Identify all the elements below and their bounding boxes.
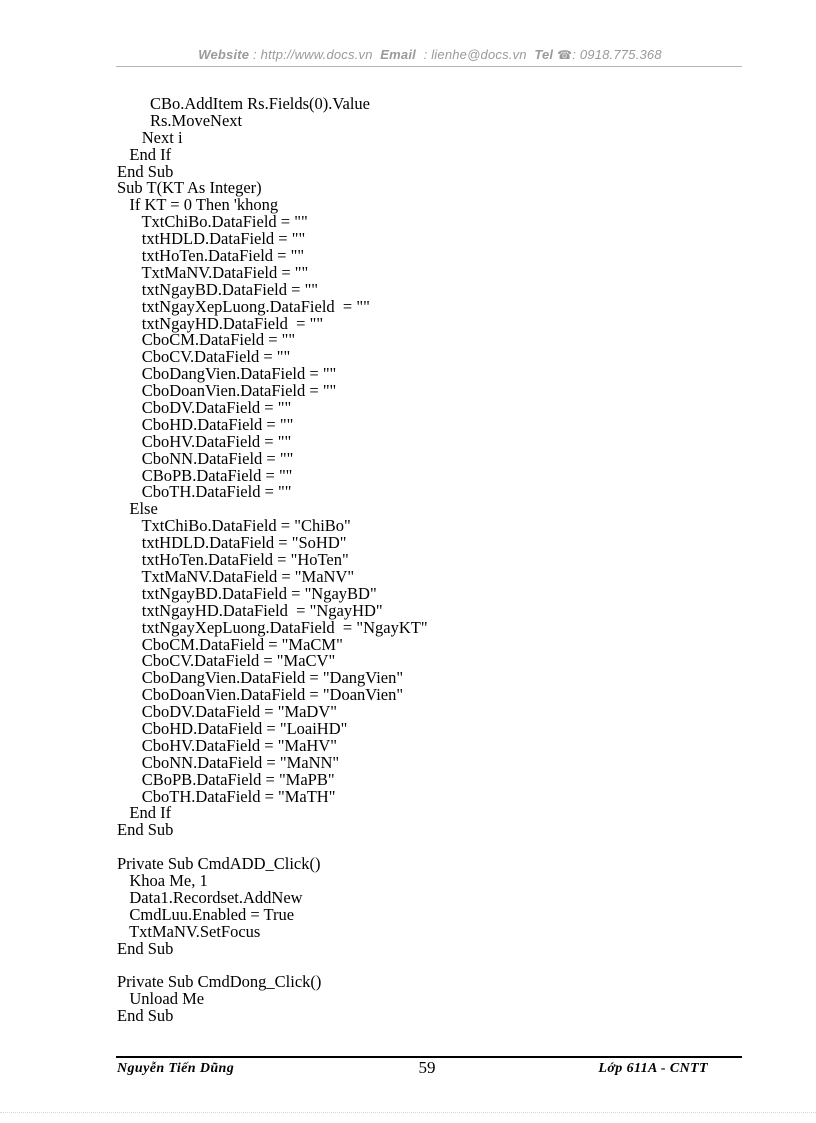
code-line: Private Sub CmdADD_Click() (117, 854, 321, 874)
code-line: CboNN.DataField = "MaNN" (117, 752, 340, 772)
code-line: Next i (117, 127, 183, 147)
code-line: txtNgayHD.DataField = "" (117, 313, 324, 333)
code-line: TxtMaNV.DataField = "MaNV" (117, 566, 355, 586)
code-line: CboDV.DataField = "" (117, 398, 292, 418)
code-listing (117, 96, 717, 1025)
code-line: CBo.AddItem Rs.Fields(0).Value (117, 94, 370, 113)
code-line: Unload Me (117, 989, 205, 1009)
code-line: Else (117, 499, 158, 519)
code-line: CboCM.DataField = "MaCM" (117, 634, 343, 654)
code-line: CboDangVien.DataField = "" (117, 364, 337, 384)
code-line: txtHoTen.DataField = "HoTen" (117, 550, 349, 570)
code-line: CboDV.DataField = "MaDV" (117, 702, 338, 722)
code-line: End If (117, 144, 172, 164)
code-line: CboCM.DataField = "" (117, 330, 296, 350)
footer-class: Lớp 611A - CNTT (598, 1061, 708, 1076)
code-line: txtHoTen.DataField = "" (117, 246, 305, 266)
phone-icon: ☎ (557, 48, 573, 62)
code-line: End Sub (117, 1006, 174, 1026)
footer-author: Nguyễn Tiến Dũng (117, 1061, 235, 1076)
website-label: Website (198, 47, 250, 62)
code-line: txtNgayXepLuong.DataField = "NgayKT" (117, 617, 428, 637)
code-line: CboDoanVien.DataField = "" (117, 381, 337, 401)
code-line: CboHD.DataField = "LoaiHD" (117, 718, 348, 738)
code-line: CboCV.DataField = "MaCV" (117, 651, 336, 671)
email-value: : lienhe@docs.vn (423, 47, 527, 62)
email-label: Email (380, 47, 416, 62)
code-line: CboDoanVien.DataField = "DoanVien" (117, 685, 404, 705)
code-line: CboTH.DataField = "" (117, 482, 292, 502)
code-line: End Sub (117, 938, 174, 958)
website-value: : http://www.docs.vn (253, 47, 373, 62)
page-edge-divider (0, 1112, 816, 1113)
code-line: CBoPB.DataField = "MaPB" (117, 769, 335, 789)
code-line: End If (117, 803, 172, 823)
code-line: Private Sub CmdDong_Click() (117, 972, 322, 992)
code-line: Rs.MoveNext (117, 110, 243, 130)
code-line: CBoPB.DataField = "" (117, 465, 293, 485)
code-line: Khoa Me, 1 (117, 870, 208, 890)
code-line: Sub T(KT As Integer) (117, 178, 262, 198)
page-header (118, 47, 742, 62)
code-line: TxtChiBo.DataField = "ChiBo" (117, 516, 351, 536)
code-line: CboTH.DataField = "MaTH" (117, 786, 336, 806)
code-line: TxtMaNV.DataField = "" (117, 262, 309, 282)
code-line: CboHV.DataField = "" (117, 431, 292, 451)
tel-label: Tel (534, 47, 554, 62)
code-line: txtNgayHD.DataField = "NgayHD" (117, 600, 383, 620)
page-number: 59 (418, 1058, 436, 1077)
code-line: CboHV.DataField = "MaHV" (117, 735, 338, 755)
code-line: CboDangVien.DataField = "DangVien" (117, 668, 404, 688)
code-line: End Sub (117, 161, 174, 181)
code-line: Data1.Recordset.AddNew (117, 887, 303, 907)
tel-value: : 0918.775.368 (572, 47, 662, 62)
code-line: CboCV.DataField = "" (117, 347, 291, 367)
header-divider (116, 66, 742, 67)
code-line: CmdLuu.Enabled = True (117, 904, 295, 924)
code-line: CboNN.DataField = "" (117, 448, 294, 468)
code-line: txtNgayXepLuong.DataField = "" (117, 296, 370, 316)
code-line: txtHDLD.DataField = "SoHD" (117, 533, 347, 553)
code-line: TxtMaNV.SetFocus (117, 921, 261, 941)
code-line: If KT = 0 Then 'khong (117, 195, 279, 215)
code-line: CboHD.DataField = "" (117, 414, 294, 434)
code-line: End Sub (117, 820, 174, 840)
code-line: txtNgayBD.DataField = "" (117, 279, 319, 299)
code-line: txtHDLD.DataField = "" (117, 229, 306, 249)
code-line: txtNgayBD.DataField = "NgayBD" (117, 583, 377, 603)
code-line: TxtChiBo.DataField = "" (117, 212, 308, 232)
